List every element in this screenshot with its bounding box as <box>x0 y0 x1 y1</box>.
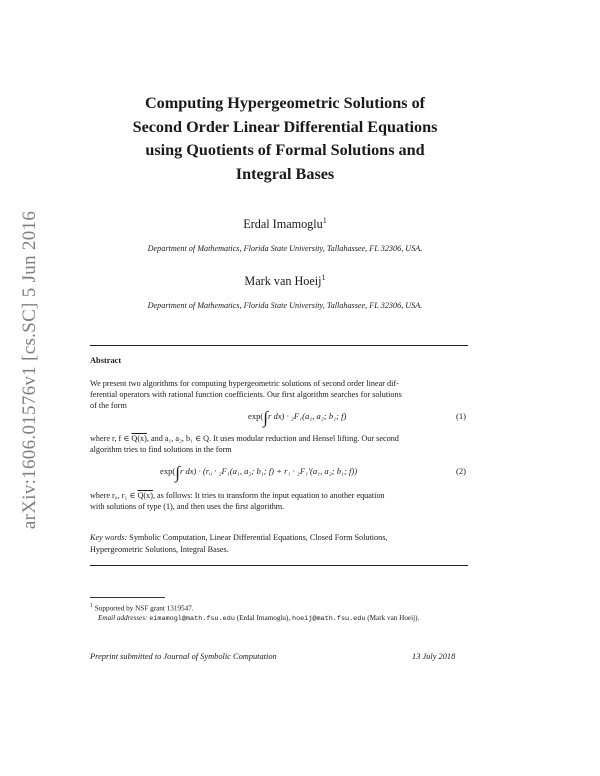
footnote <box>90 603 480 612</box>
author-1 <box>90 216 480 232</box>
equation-1-number: (1) <box>455 411 466 421</box>
abstract-end <box>90 490 468 512</box>
arxiv-identifier: arXiv:1606.01576v1 [cs.SC] 5 Jun 2016 <box>19 210 40 530</box>
keywords <box>90 532 468 555</box>
abstract-line: ferential operators with rational function coefficients. Our first algorithm searches for solutions <box>90 390 402 400</box>
keywords-label: Key words: <box>90 533 128 542</box>
abstract-line: where r, f ∈ Q(x), and a₁, a₂, b₁ ∈ Q. It uses modular reduction and Hensel lifting. Our second <box>90 434 399 443</box>
keywords-line: Key words: Symbolic Computation, Linear Differential Equations, Closed Form Solutions, <box>90 533 388 542</box>
rational-field: Q(x) <box>137 491 153 500</box>
abstract-intro <box>90 378 468 412</box>
preprint-date: 13 July 2018 <box>412 652 456 661</box>
abstract-bottom-rule <box>90 565 468 566</box>
title-line: using Quotients of Formal Solutions and <box>145 141 425 159</box>
abstract-middle <box>90 433 468 455</box>
title-line: Computing Hypergeometric Solutions of <box>144 94 426 112</box>
rational-field: Q(x) <box>131 434 147 443</box>
email-link-1[interactable]: eimamogl@math.fsu.edu <box>149 615 235 623</box>
email-label: Email addresses: <box>98 614 148 622</box>
equation-1-body: exp(∫r dx) · ₂F₁(a₁, a₂; b₁; f) <box>248 408 347 427</box>
abstract-heading: Abstract <box>90 356 122 365</box>
abstract-line: where r₀, r₁ ∈ Q(x), as follows: It tries to transform the input equation to another equation <box>90 491 385 500</box>
abstract-top-rule <box>90 345 468 346</box>
abstract-line: algorithm tries to find solutions in the form <box>90 445 232 455</box>
author-name: Erdal Imamoglu <box>243 217 323 232</box>
footnote-text: Supported by NSF grant 1319547. <box>94 604 194 613</box>
author-footnote-mark: 1 <box>321 273 326 282</box>
equation-1 <box>90 408 468 428</box>
author-name: Mark van Hoeij <box>244 274 322 289</box>
keywords-line: Hypergeometric Solutions, Integral Bases. <box>90 544 229 554</box>
integral-sign: ∫ <box>263 408 268 427</box>
abstract-line: of the form <box>90 401 127 411</box>
email-addresses: Email addresses: eimamogl@math.fsu.edu (Erdal Imamoglu), hoeij@math.fsu.edu (Mark van Hoeij). <box>98 614 420 623</box>
footnote-rule <box>90 597 165 598</box>
footnote-mark: 1 <box>90 603 93 609</box>
equation-2-number: (2) <box>455 466 466 476</box>
abstract-line: We present two algorithms for computing hypergeometric solutions of second order linear dif- <box>90 379 399 388</box>
email-link-2[interactable]: hoeij@math.fsu.edu <box>292 615 366 623</box>
integral-sign: ∫ <box>175 463 180 482</box>
author-footnote-mark: 1 <box>322 216 327 225</box>
arxiv-stamp <box>6 190 54 550</box>
author-2 <box>90 273 480 289</box>
author-1-affiliation: Department of Mathematics, Florida State University, Tallahassee, FL 32306, USA. <box>147 244 423 253</box>
abstract-line: with solutions of type (1), and then uses the first algorithm. <box>90 502 285 512</box>
preprint-note: Preprint submitted to Journal of Symbolic Computation <box>90 652 277 661</box>
author-2-affiliation: Department of Mathematics, Florida State University, Tallahassee, FL 32306, USA. <box>147 301 423 310</box>
title-line: Integral Bases <box>235 164 335 183</box>
equation-2 <box>90 463 468 483</box>
equation-2-body: exp(∫r dx) · (r₀ · ₂F₁(a₁, a₂; b₁; f) + r₁ · ₂F₁′(a₁, a₂; b₁; f)) <box>160 463 358 482</box>
paper-title <box>90 92 480 186</box>
title-line: Second Order Linear Differential Equations <box>132 117 438 136</box>
